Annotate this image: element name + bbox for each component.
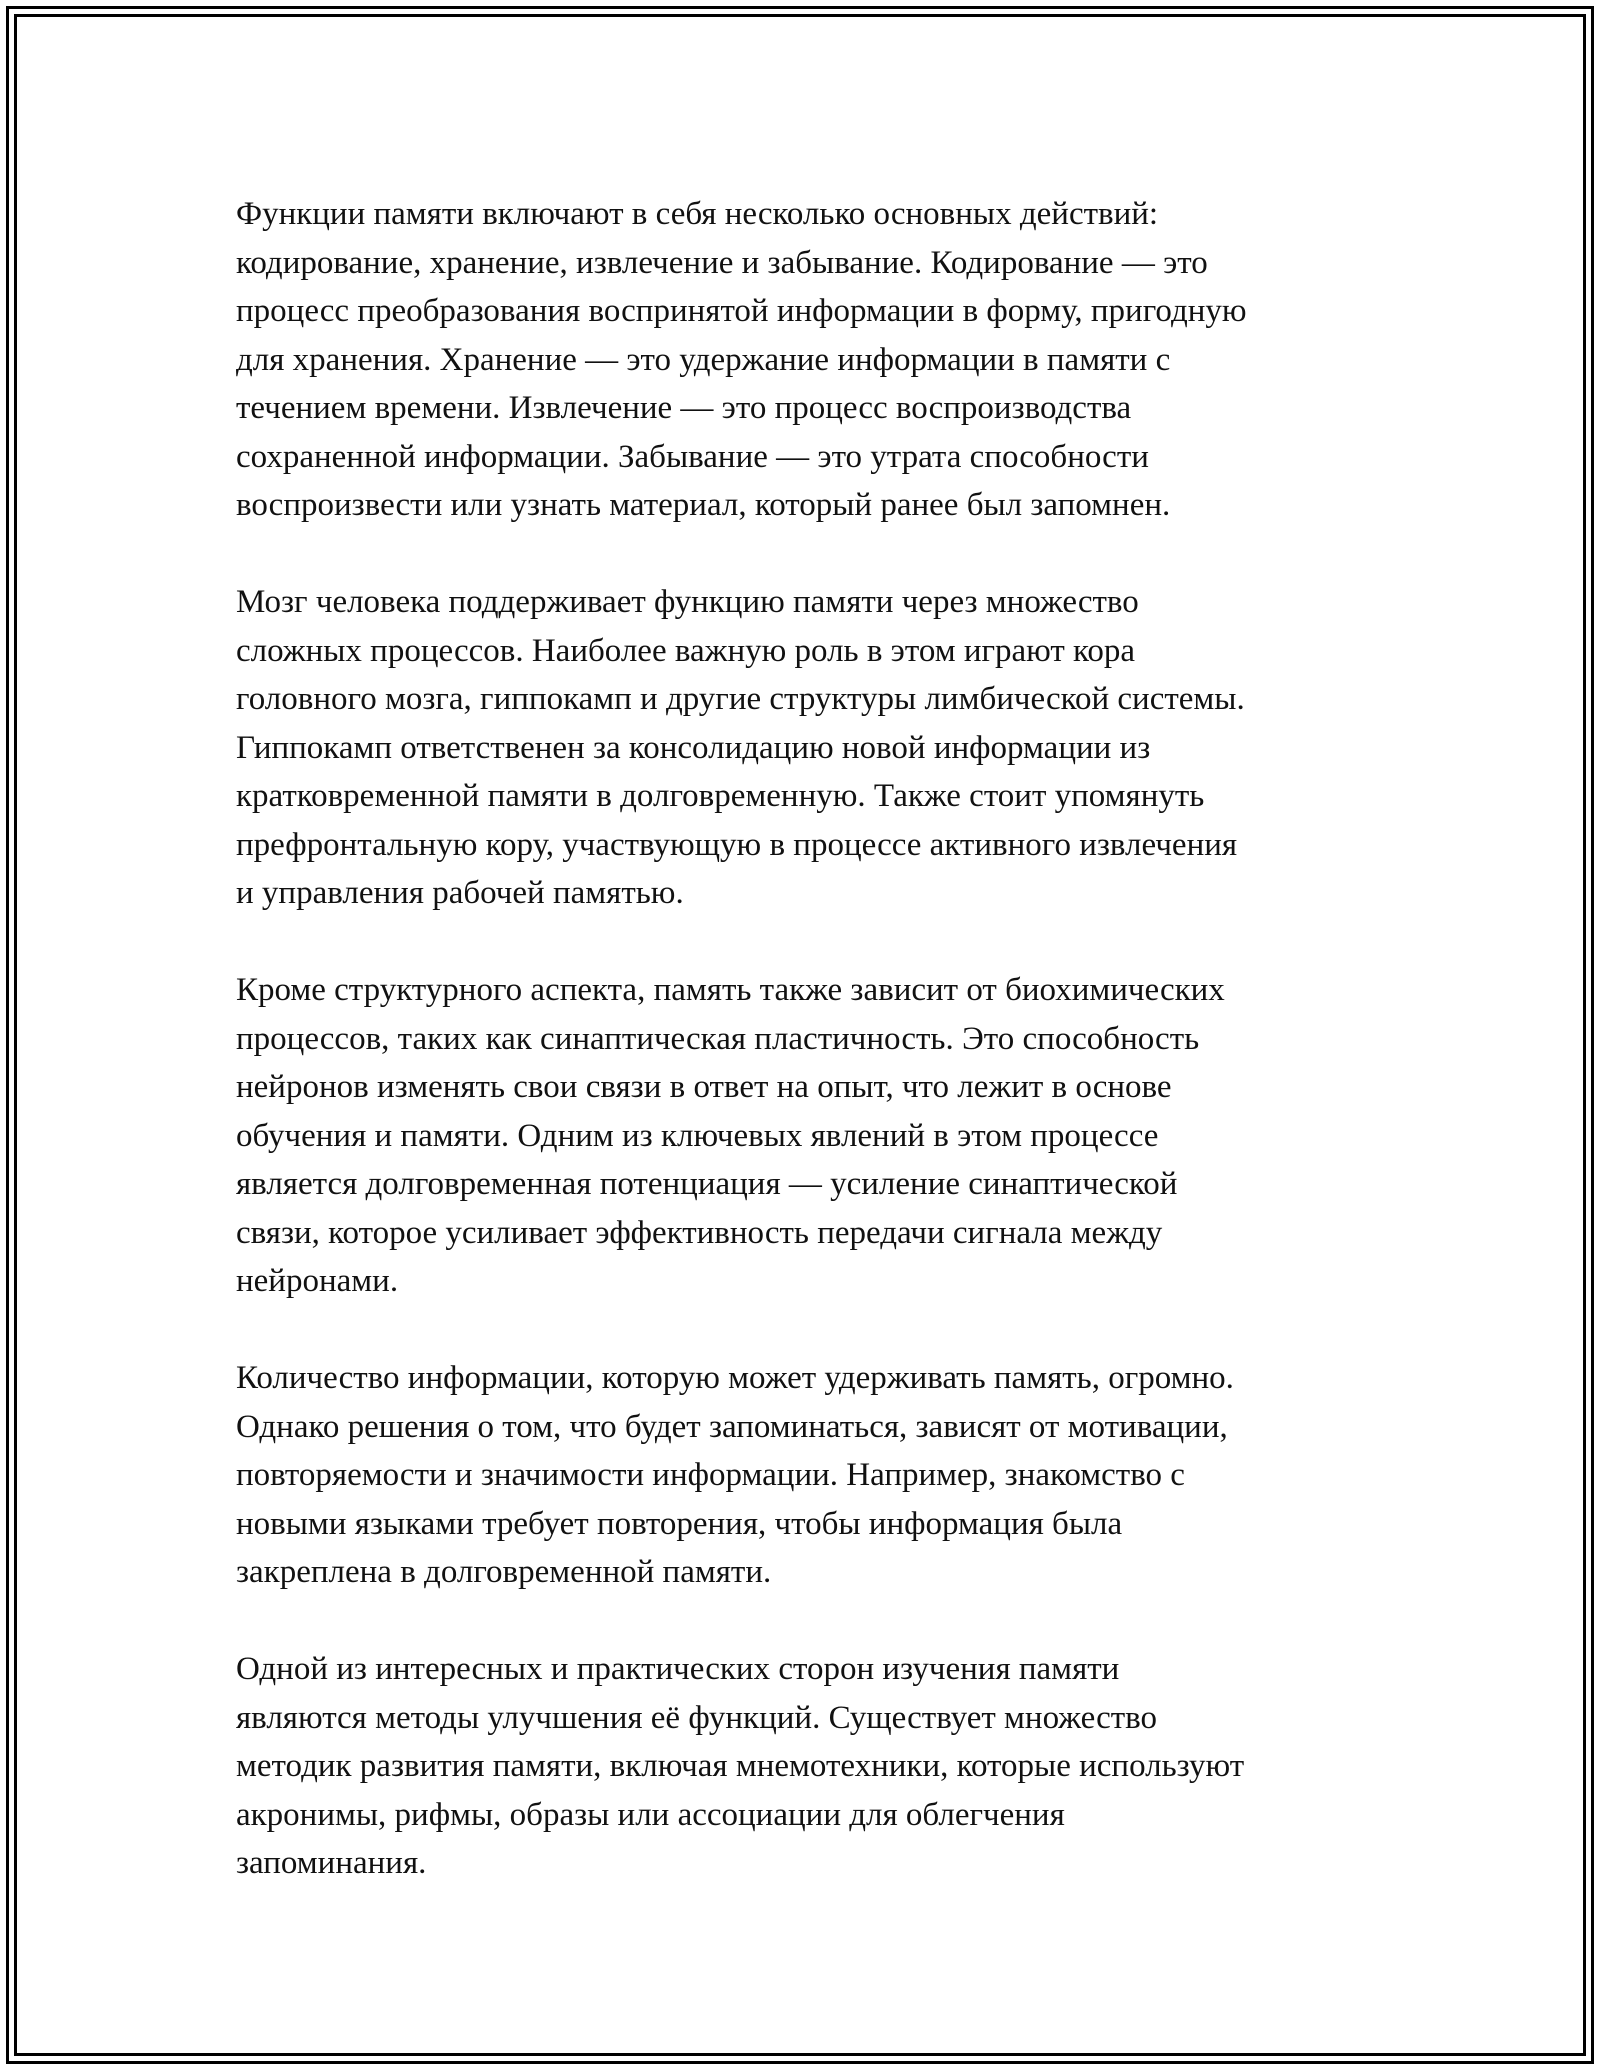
text-line: нейронов изменять свои связи в ответ на опыт, что лежит в основе <box>236 1069 1172 1105</box>
text-line: повторяемости и значимости информации. Например, знакомство с <box>236 1457 1185 1493</box>
text-line: и управления рабочей памятью. <box>236 875 684 911</box>
text-line: является долговременная потенциация — усиление синаптической <box>236 1166 1178 1202</box>
text-line: Функции памяти включают в себя несколько основных действий: <box>236 196 1159 232</box>
text-line: воспроизвести или узнать материал, который ранее был запомнен. <box>236 487 1171 523</box>
text-line: обучения и памяти. Одним из ключевых явлений в этом процессе <box>236 1117 1159 1154</box>
text-line: методик развития памяти, включая мнемотехники, которые используют <box>236 1748 1245 1784</box>
paragraph-memory-functions <box>236 190 1376 530</box>
text-line: закреплена в долговременной памяти. <box>236 1554 772 1590</box>
text-line: сохраненной информации. Забывание — это утрата способности <box>236 438 1149 475</box>
text-line: Однако решения о том, что будет запоминаться, зависят от мотивации, <box>236 1408 1228 1445</box>
paragraph-memory-capacity <box>236 1354 1376 1597</box>
document-body <box>236 190 1376 1936</box>
text-line: сложных процессов. Наиболее важную роль в этом играют кора <box>236 632 1136 669</box>
text-line: являются методы улучшения её функций. Существует множество <box>236 1699 1158 1736</box>
paragraph-memory-improvement <box>236 1645 1376 1888</box>
text-line: новыми языками требует повторения, чтобы информация была <box>236 1505 1123 1542</box>
text-line: течением времени. Извлечение — это процесс воспроизводства <box>236 390 1132 426</box>
text-line: для хранения. Хранение — это удержание информации в памяти с <box>236 341 1171 378</box>
text-line: Одной из интересных и практических сторон изучения памяти <box>236 1651 1120 1687</box>
text-line: головного мозга, гиппокамп и другие структуры лимбической системы. <box>236 681 1245 717</box>
paragraph-biochemical-processes <box>236 966 1376 1306</box>
text-line: кратковременной памяти в долговременную. Также стоит упомянуть <box>236 778 1205 814</box>
text-line: Гиппокамп ответственен за консолидацию новой информации из <box>236 729 1151 766</box>
text-line: Количество информации, которую может удерживать память, огромно. <box>236 1360 1234 1396</box>
text-line: процессов, таких как синаптическая пластичность. Это способность <box>236 1020 1200 1057</box>
paragraph-brain-structures <box>236 578 1376 918</box>
text-line: Кроме структурного аспекта, память также зависит от биохимических <box>236 972 1225 1008</box>
text-line: запоминания. <box>236 1845 427 1881</box>
text-line: акронимы, рифмы, образы или ассоциации для облегчения <box>236 1796 1065 1833</box>
text-line: кодирование, хранение, извлечение и забывание. Кодирование — это <box>236 244 1208 281</box>
text-line: процесс преобразования воспринятой информации в форму, пригодную <box>236 293 1247 329</box>
text-line: нейронами. <box>236 1263 399 1299</box>
text-line: связи, которое усиливает эффективность передачи сигнала между <box>236 1214 1163 1251</box>
text-line: префронтальную кору, участвующую в процессе активного извлечения <box>236 826 1238 863</box>
text-line: Мозг человека поддерживает функцию памяти через множество <box>236 584 1139 620</box>
